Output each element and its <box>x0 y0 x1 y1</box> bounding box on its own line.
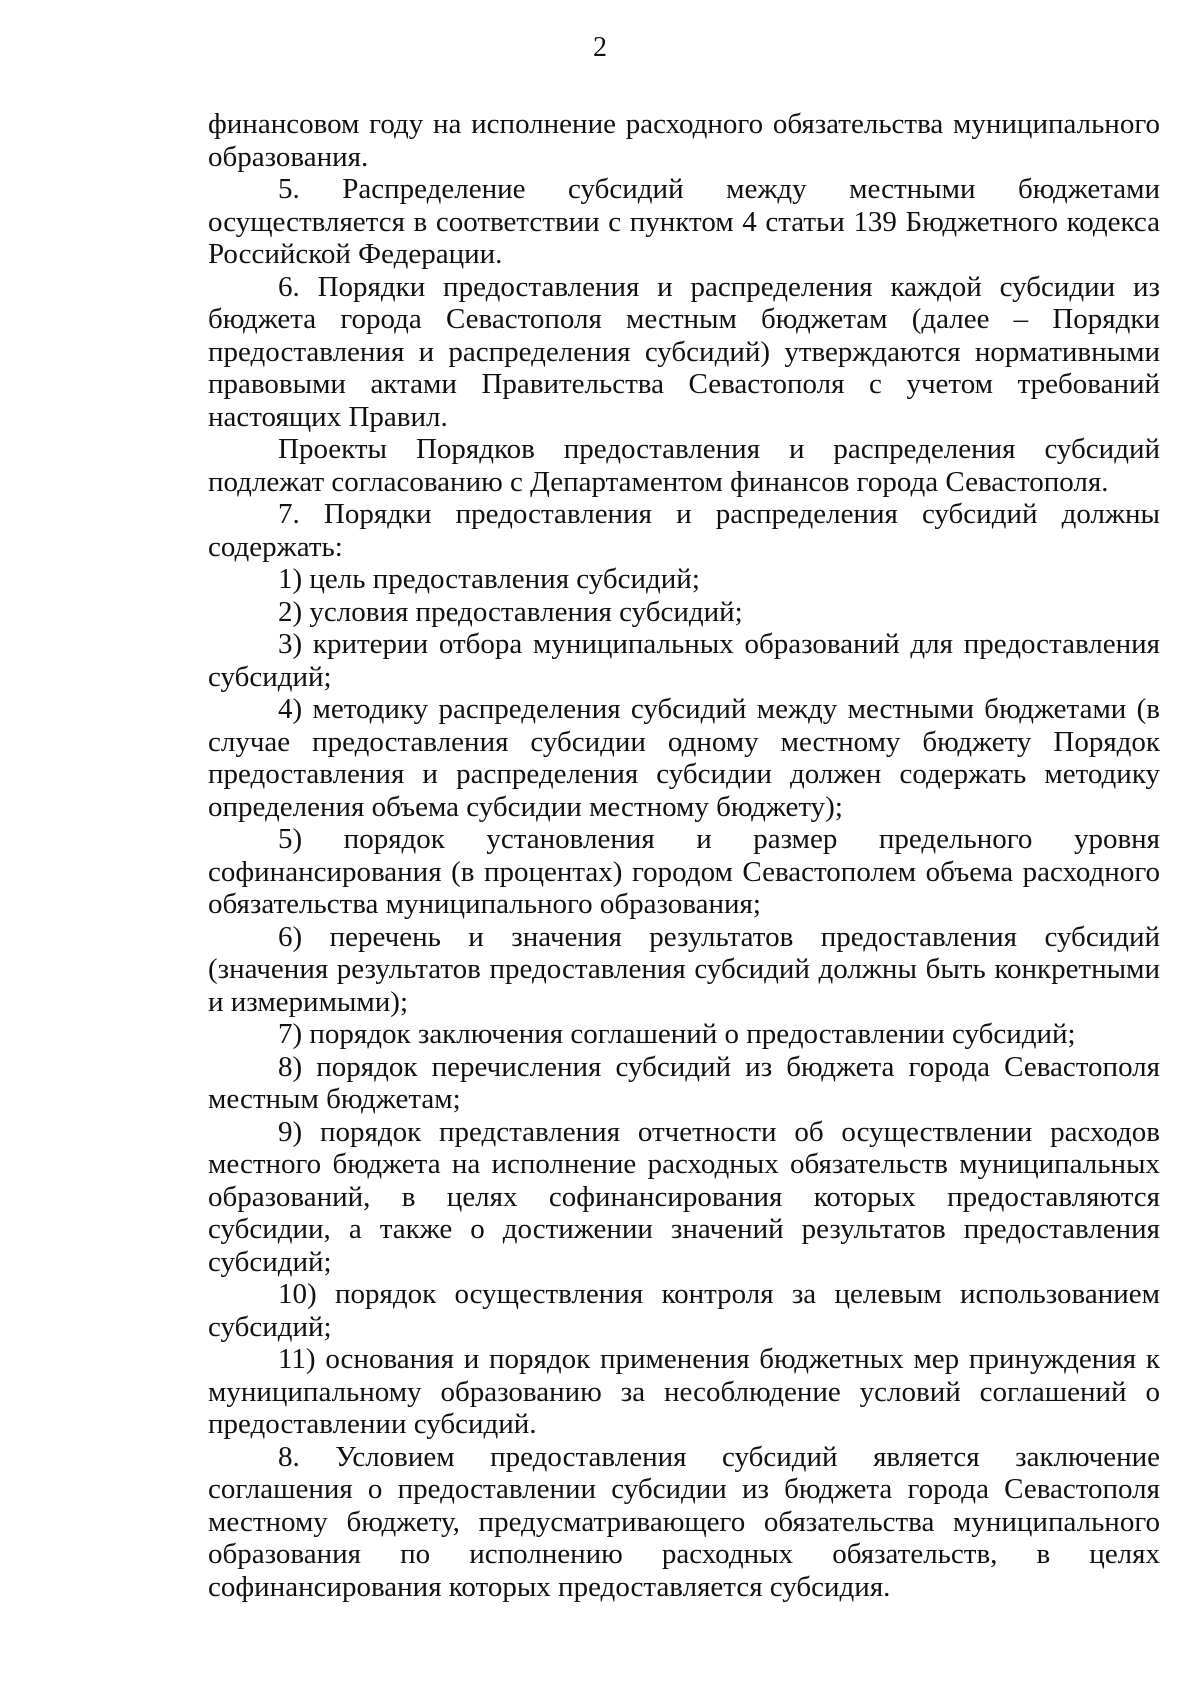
paragraph-item-8: 8. Условием предоставления субсидий является заключение соглашения о предоставлении субсидии из бюджета города Севастополя местному бюджету, предусматривающего обязательства муниципального образования по исполнению расходных обязательств, в целях софинансирования которых предоставляется субсидия. <box>208 1440 1160 1603</box>
page-number: 2 <box>593 32 607 63</box>
list-item-7-8: 8) порядок перечисления субсидий из бюджета города Севастополя местным бюджетам; <box>208 1050 1160 1115</box>
list-item-7-10: 10) порядок осуществления контроля за целевым использованием субсидий; <box>208 1278 1160 1343</box>
list-item-7-7: 7) порядок заключения соглашений о предоставлении субсидий; <box>278 1018 1076 1050</box>
list-item-7-5: 5) порядок установления и размер предельного уровня софинансирования (в процентах) городом Севастополем объема расходного обязательства муниципального образования; <box>208 823 1160 920</box>
paragraph-projects: Проекты Порядков предоставления и распределения субсидий подлежат согласованию с Департаментом финансов города Севастополя. <box>208 433 1160 498</box>
list-item-7-3: 3) критерии отбора муниципальных образований для предоставления субсидий; <box>208 628 1160 693</box>
paragraph-item-7: 7. Порядки предоставления и распределения субсидий должны содержать: <box>208 498 1160 563</box>
list-item-7-6: 6) перечень и значения результатов предоставления субсидий (значения результатов предоставления субсидий должны быть конкретными и измеримыми); <box>208 920 1160 1018</box>
paragraph-item-6: 6. Порядки предоставления и распределения каждой субсидии из бюджета города Севастополя местным бюджетам (далее – Порядки предоставления и распределения субсидий) утверждаются нормативными правовыми актами Правительства Севастополя с учетом требований настоящих Правил. <box>208 270 1160 433</box>
list-item-7-9: 9) порядок представления отчетности об осуществлении расходов местного бюджета на исполнение расходных обязательств муниципальных образований, в целях софинансирования которых предоставляются субсидии, а также о достижении значений результатов предоставления субсидий; <box>208 1115 1160 1278</box>
paragraph-item-5: 5. Распределение субсидий между местными бюджетами осуществляется в соответствии с пунктом 4 статьи 139 Бюджетного кодекса Российской Федерации. <box>208 173 1160 270</box>
list-item-7-4: 4) методику распределения субсидий между местными бюджетами (в случае предоставления субсидии одному местному бюджету Порядок предоставления и распределения субсидии должен содержать методику определения объема субсидии местному бюджету); <box>208 693 1160 823</box>
list-item-7-1: 1) цель предоставления субсидий; <box>278 563 700 595</box>
list-item-7-2: 2) условия предоставления субсидий; <box>278 595 743 628</box>
list-item-7-11: 11) основания и порядок применения бюджетных мер принуждения к муниципальному образованию за несоблюдение условий соглашений о предоставлении субсидий. <box>208 1343 1160 1440</box>
document-body <box>208 108 1160 1603</box>
paragraph-continuation: финансовом году на исполнение расходного обязательства муниципального образования. <box>208 108 1160 173</box>
